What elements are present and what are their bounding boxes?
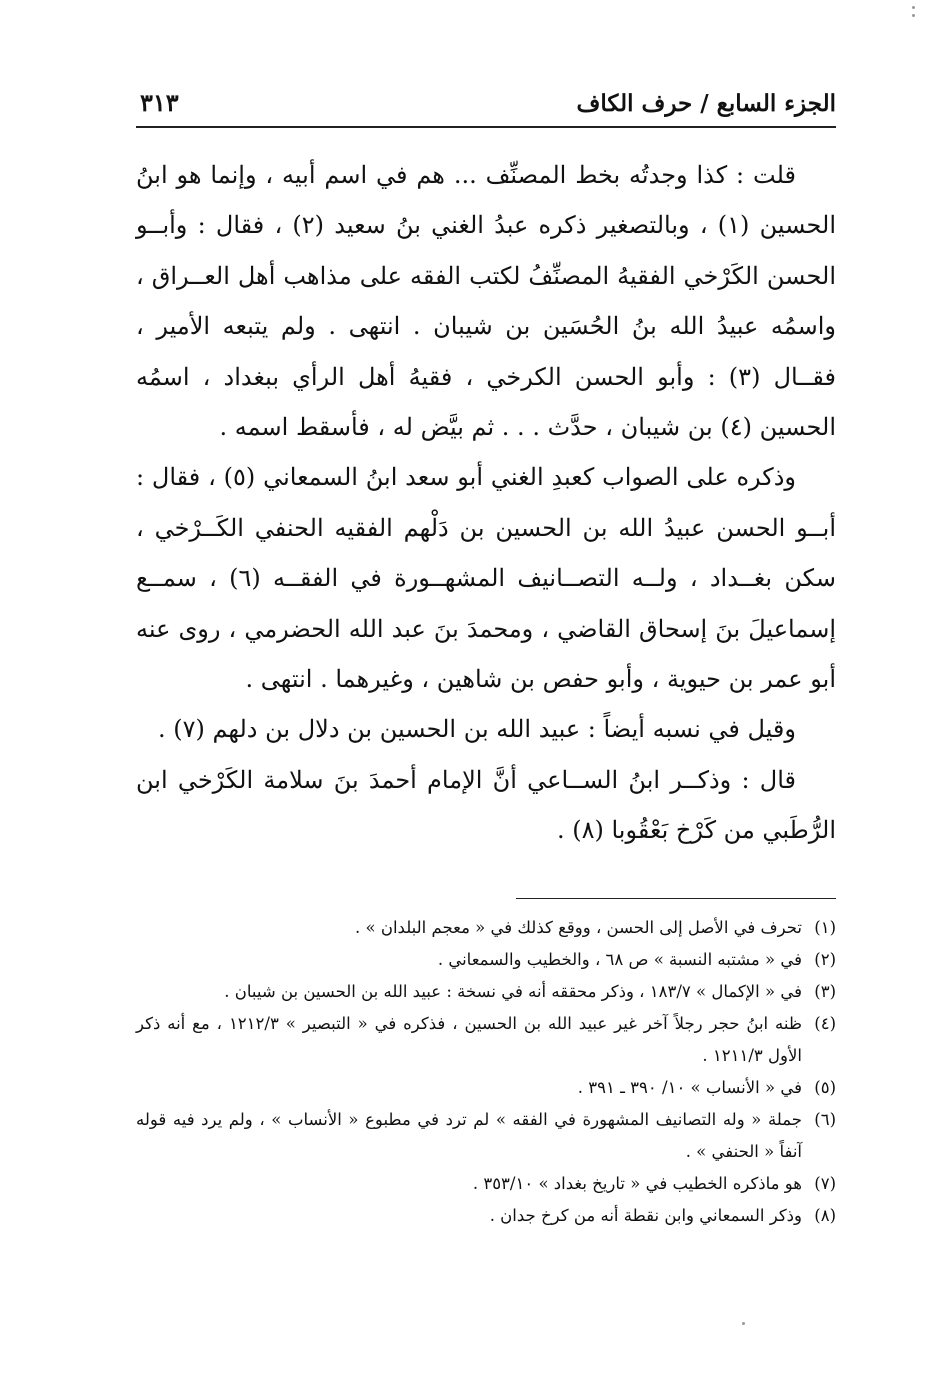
scan-speck bbox=[912, 6, 915, 9]
page-number: ٣١٣ bbox=[140, 88, 179, 117]
footnote-text: في « الإكمال » ١٨٣/٧ ، وذكر محققه أنه في نسخة : عبيد الله بن الحسين بن شيبان . bbox=[224, 982, 802, 1001]
main-text bbox=[136, 150, 836, 895]
footnote-text: في « الأنساب » ١٠/ ٣٩٠ ـ ٣٩١ . bbox=[577, 1078, 802, 1097]
footnote-number: (١) bbox=[814, 918, 836, 937]
footnote bbox=[136, 1008, 836, 1072]
footnote bbox=[136, 976, 836, 1008]
paragraph: قال : وذكــر ابنُ الســاعي أنَّ الإمام أحمدَ بنَ سلامة الكَرْخي ابن الرُّطَبي من كَرْخ بَعْقُوبا (٨) . bbox=[136, 765, 836, 845]
footnote-number: (٦) bbox=[814, 1110, 836, 1129]
footnote-text: في « مشتبه النسبة » ص ٦٨ ، والخطيب والسمعاني . bbox=[437, 950, 802, 969]
page-header bbox=[136, 86, 836, 128]
footnote-number: (٤) bbox=[814, 1014, 836, 1033]
paragraph: وذكره على الصواب كعبدِ الغني أبو سعد ابنُ السمعاني (٥) ، فقال : أبــو الحسن عبيدُ الله بن الحسين بن دَلْهم الفقيه الحنفي الكَــرْخي ، سكن بغــداد ، ولــه التصــانيف المشهــورة في الفقــه (٦) ، سمــع إسماعيلَ بنَ إسحاق القاضي ، ومحمدَ بنَ عبد الله الحضرمي ، روى عنه أبو عمر بن حيوية ، وأبو حفص بن شاهين ، وغيرهما . انتهى . bbox=[136, 463, 836, 694]
footnote-text: ظنه ابنُ حجر رجلاً آخر غير عبيد الله بن الحسين ، فذكره في « التبصير » ١٢١٢/٣ ، مع أنه ذكر الأول ١٢١١/٣ . bbox=[136, 1014, 802, 1065]
footnote bbox=[136, 1200, 836, 1232]
footnote-number: (٣) bbox=[814, 982, 836, 1001]
footnote-text: هو ماذكره الخطيب في « تاريخ بغداد » ٣٥٣/١٠ . bbox=[472, 1174, 802, 1193]
footnote bbox=[136, 1072, 836, 1104]
footnote-text: جملة « وله التصانيف المشهورة في الفقه » لم ترد في مطبوع « الأنساب » ، ولم يرد فيه قوله آنفاً « الحنفي » . bbox=[136, 1110, 802, 1161]
running-title: الجزء السابع / حرف الكاف bbox=[576, 90, 836, 117]
footnote-number: (٨) bbox=[814, 1206, 836, 1225]
footnote-number: (٧) bbox=[814, 1174, 836, 1193]
footnote-text: تحرف في الأصل إلى الحسن ، ووقع كذلك في « معجم البلدان » . bbox=[355, 918, 802, 937]
footnote bbox=[136, 1104, 836, 1168]
scan-speck bbox=[742, 1322, 745, 1325]
scan-speck bbox=[912, 14, 915, 17]
paragraph: وقيل في نسبه أيضاً : عبيد الله بن الحسين بن دلال بن دلهم (٧) . bbox=[157, 715, 796, 744]
footnote bbox=[136, 1168, 836, 1200]
footnote bbox=[136, 944, 836, 976]
footnote-number: (٥) bbox=[814, 1078, 836, 1097]
footnote bbox=[136, 912, 836, 944]
footnote-number: (٢) bbox=[814, 950, 836, 969]
paragraph: قلت : كذا وجدتُه بخط المصنِّف ... هم في اسم أبيه ، وإنما هو ابنُ الحسين (١) ، وبالتصغير ذكره عبدُ الغني بنُ سعيد (٢) ، فقال : وأبــو الحسن الكَرْخي الفقيهُ المصنِّفُ لكتب الفقه على مذاهب أهل العــراق ، واسمُه عبيدُ الله بنُ الحُسَين بن شيبان . انتهى . ولم يتبعه الأمير ، فقــال (٣) : وأبو الحسن الكرخي ، فقيهُ أهل الرأي ببغداد ، اسمُه الحسين (٤) بن شيبان ، حدَّث . . . ثم بيَّض له ، فأسقط اسمه . bbox=[136, 161, 837, 442]
footnotes bbox=[136, 912, 836, 1292]
footnote-divider bbox=[516, 898, 836, 899]
footnote-text: وذكر السمعاني وابن نقطة أنه من كرخ جدان . bbox=[489, 1206, 802, 1225]
